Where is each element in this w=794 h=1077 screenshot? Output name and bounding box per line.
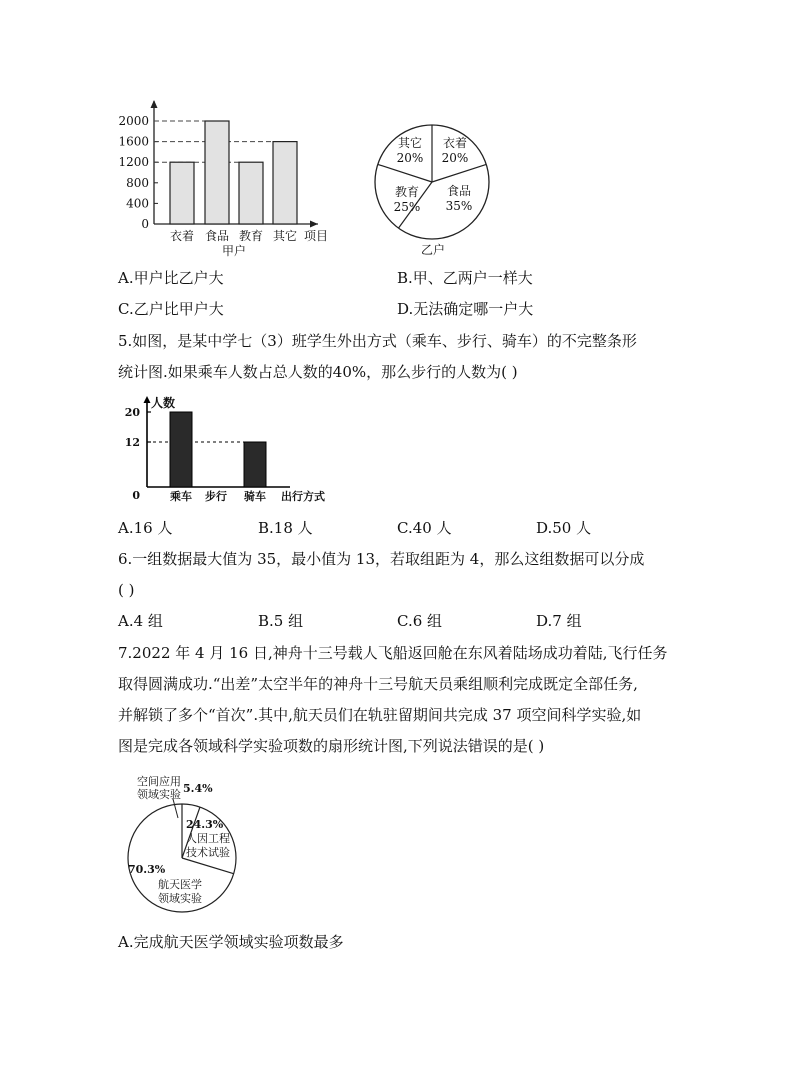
y-tick-label: 12 <box>124 436 140 449</box>
slice-label-line: 技术试验 <box>186 846 230 859</box>
category-label: 食品 <box>204 229 230 243</box>
slice-label-食品: 食品 <box>446 184 472 198</box>
q5-stem-line2: 统计图.如果乘车人数占总人数的40%，那么步行的人数为( ) <box>118 363 518 381</box>
slice-label-教育: 教育 <box>394 185 420 199</box>
q5-option-d: D.50 人 <box>536 519 592 537</box>
slice-percent: 24.3% <box>186 818 224 831</box>
q4-option-c: C.乙户比甲户大 <box>118 300 224 318</box>
slice-label-line: 人因工程 <box>186 832 230 845</box>
y-tick-label: 1600 <box>118 134 149 149</box>
y-tick-label: 1200 <box>118 155 149 170</box>
q6-option-d: D.7 组 <box>536 612 582 630</box>
q6-option-c: C.6 组 <box>397 612 443 630</box>
category-label: 衣着 <box>169 229 195 243</box>
q6-option-b: B.5 组 <box>258 612 304 630</box>
slice-label-line: 领域实验 <box>137 788 181 801</box>
y-axis-label: 人数 <box>151 396 176 410</box>
category-label: 步行 <box>205 490 227 503</box>
category-label: 乘车 <box>170 490 192 503</box>
slice-percent: 20% <box>441 151 469 165</box>
chart-caption: 乙户 <box>420 243 446 257</box>
origin-label: 0 <box>132 489 140 502</box>
category-label: 其它 <box>272 229 298 243</box>
slice-percent: 70.3% <box>128 863 166 876</box>
category-label: 教育 <box>238 229 264 243</box>
q4-option-d: D.无法确定哪一户大 <box>397 300 534 318</box>
q7-stem-line1: 7.2022 年 4 月 16 日,神舟十三号载人飞船返回舱在东风着陆场成功着陆,飞行任务 <box>118 644 668 662</box>
q4-option-b: B.甲、乙两户一样大 <box>397 269 533 287</box>
q6-stem-line2: ( ) <box>118 581 135 599</box>
q7-stem-line3: 并解锁了多个“首次”.其中,航天员们在轨驻留期间共完成 37 项空间科学实验,如 <box>118 706 642 724</box>
y-tick-label: 20 <box>124 406 140 419</box>
slice-label-其它: 其它 <box>397 136 423 150</box>
slice-label-line: 航天医学 <box>158 878 202 891</box>
y-tick-label: 800 <box>126 175 149 190</box>
chart-caption: 甲户 <box>221 244 247 258</box>
y-tick-label: 2000 <box>118 114 149 128</box>
q7-stem-line2: 取得圆满成功.“出差”太空半年的神舟十三号航天员乘组顺利完成既定全部任务, <box>118 675 638 693</box>
q4-option-a: A.甲户比乙户大 <box>118 269 224 287</box>
y-tick-label: 400 <box>126 196 149 211</box>
slice-label-line: 空间应用 <box>137 775 181 788</box>
q7-stem-line4: 图是完成各领域科学实验项数的扇形统计图,下列说法错误的是( ) <box>118 737 545 755</box>
y-tick-label: 0 <box>141 217 149 231</box>
q7-option-a: A.完成航天医学领域实验项数最多 <box>118 933 344 951</box>
category-label: 骑车 <box>244 490 266 503</box>
slice-label-衣着: 衣着 <box>442 136 468 150</box>
q5-option-b: B.18 人 <box>258 519 313 537</box>
q5-option-c: C.40 人 <box>397 519 452 537</box>
x-axis-label: 出行方式 <box>281 490 325 503</box>
slice-percent: 5.4% <box>183 782 213 795</box>
x-axis-label: 项目 <box>303 229 329 243</box>
slice-label-line: 领域实验 <box>158 892 202 905</box>
slice-percent: 20% <box>396 151 424 165</box>
q6-option-a: A.4 组 <box>118 612 163 630</box>
q5-stem-line1: 5.如图，是某中学七（3）班学生外出方式（乘车、步行、骑车）的不完整条形 <box>118 332 637 350</box>
q5-option-a: A.16 人 <box>118 519 173 537</box>
q6-stem-line1: 6.一组数据最大值为 35，最小值为 13，若取组距为 4，那么这组数据可以分成 <box>118 550 645 568</box>
slice-percent: 25% <box>393 200 421 214</box>
slice-percent: 35% <box>445 199 473 213</box>
